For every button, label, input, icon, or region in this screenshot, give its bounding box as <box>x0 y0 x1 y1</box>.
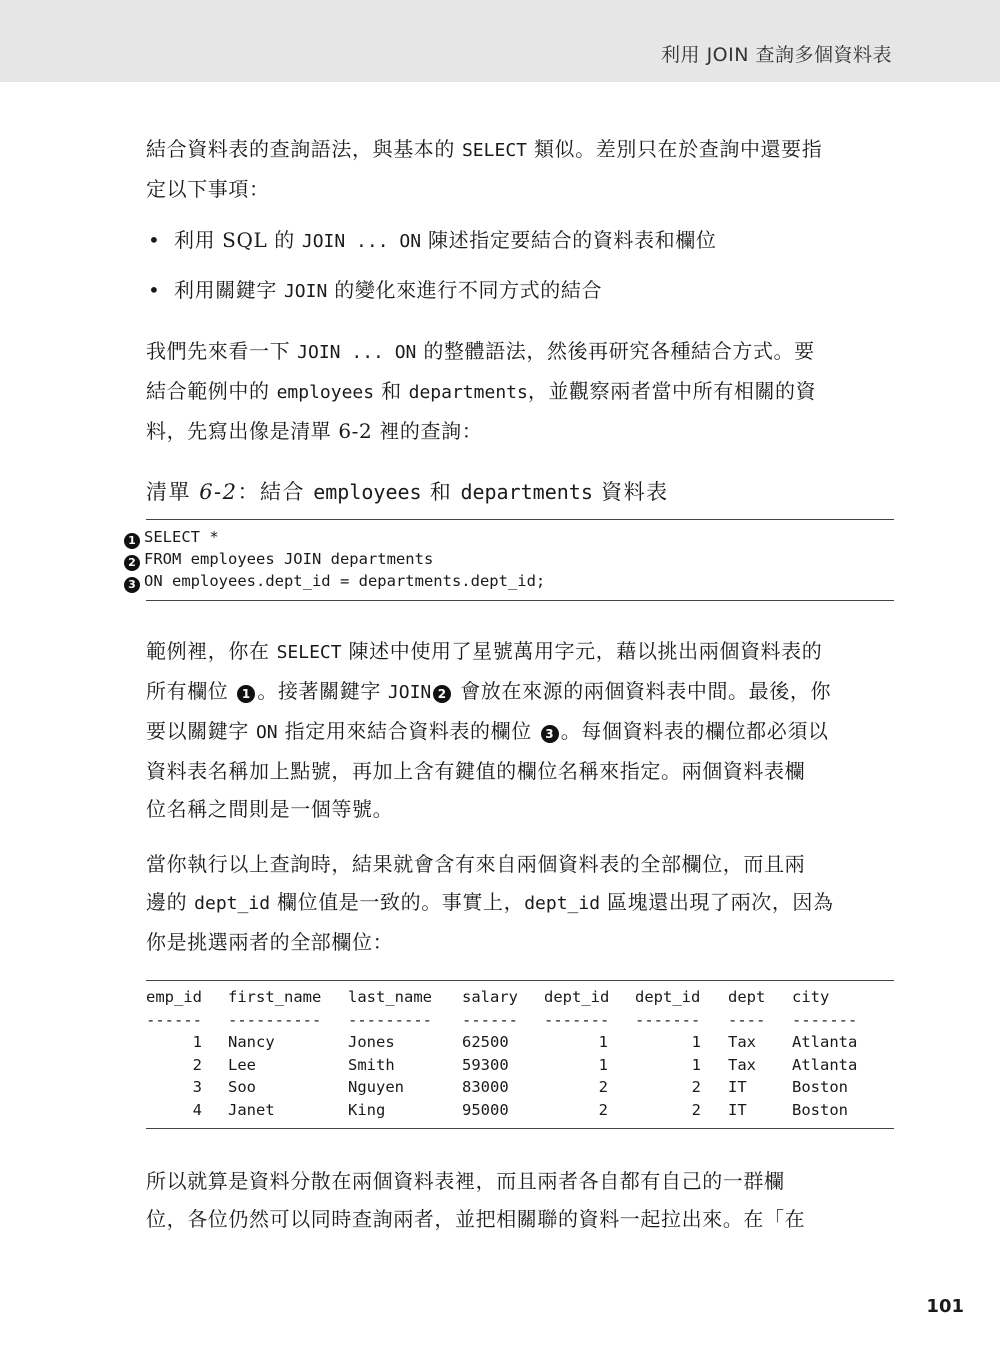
callout-marker-2-icon: 2 <box>433 685 451 703</box>
table-cell: 3 <box>192 1078 202 1096</box>
column-header: city <box>792 988 830 1006</box>
paragraph-2-line-1: 我們先來看一下 JOIN ... ON 的整體語法，然後再研究各種結合方式。要 <box>146 339 815 363</box>
table-cell: 59300 <box>462 1055 509 1074</box>
paragraph-5 <box>146 1162 894 1238</box>
intro-line-2: 定以下事項： <box>146 177 270 201</box>
column-separator: ---- <box>728 1010 766 1029</box>
paragraph-2 <box>146 332 894 450</box>
table-cell: IT <box>728 1078 747 1096</box>
paragraph-4-line-2: 邊的 dept_id 欄位值是一致的。事實上，dept_id 區塊還出現了兩次，因為 <box>146 890 834 914</box>
bullet-dot-icon: • <box>148 278 161 302</box>
column-separator: ------- <box>792 1010 858 1029</box>
table-cell: 2 <box>598 1100 608 1119</box>
paragraph-4-line-1: 當你執行以上查詢時，結果就會含有來自兩個資料表的全部欄位，而且兩 <box>146 852 806 876</box>
paragraph-3-line-3: 要以關鍵字 ON 指定用來結合資料表的欄位 3 。每個資料表的欄位都必須以 <box>146 719 829 743</box>
table-cell: 62500 <box>462 1033 509 1051</box>
table-cell: Jones <box>348 1033 395 1051</box>
table-cell: 83000 <box>462 1078 509 1096</box>
paragraph-2-line-2: 結合範例中的 employees 和 departments，並觀察兩者當中所有相關的資 <box>146 379 817 403</box>
callout-marker-2-icon: 2 <box>124 555 140 571</box>
paragraph-4-line-3: 你是挑選兩者的全部欄位： <box>146 930 394 954</box>
paragraph-5-line-2: 位，各位仍然可以同時查詢兩者，並把相關聯的資料一起拉出來。在「在 <box>146 1207 806 1231</box>
table-cell: Tax <box>728 1033 756 1051</box>
table-cell: Atlanta <box>792 1055 858 1074</box>
code-line-3: 3 ON employees.dept_id = departments.dept_id; <box>124 570 545 593</box>
result-bottom-rule <box>146 1128 894 1129</box>
column-header: dept <box>728 988 766 1006</box>
column-header: dept_id <box>544 988 610 1006</box>
column-separator: ------ <box>146 1010 202 1029</box>
column-header: salary <box>462 988 518 1006</box>
paragraph-4 <box>146 845 894 961</box>
table-cell: Atlanta <box>792 1033 858 1051</box>
table-cell: Boston <box>792 1100 848 1119</box>
column-separator: ------- <box>544 1010 610 1029</box>
paragraph-3-line-4: 資料表名稱加上點號，再加上含有鍵值的欄位名稱來指定。兩個資料表欄 <box>146 759 806 783</box>
callout-marker-3-icon: 3 <box>124 577 140 593</box>
table-cell: 1 <box>598 1033 608 1051</box>
paragraph-3-line-5: 位名稱之間則是一個等號。 <box>146 797 394 821</box>
table-cell: Boston <box>792 1078 848 1096</box>
intro-line-1: 結合資料表的查詢語法，與基本的 SELECT 類似。差別只在於查詢中還要指 <box>146 137 823 161</box>
paragraph-3 <box>146 632 894 828</box>
column-header: last_name <box>348 988 432 1006</box>
table-cell: 2 <box>691 1100 701 1119</box>
column-separator: ------ <box>462 1010 518 1029</box>
paragraph-3-line-1: 範例裡，你在 SELECT 陳述中使用了星號萬用字元，藉以挑出兩個資料表的 <box>146 639 823 663</box>
column-separator: ---------- <box>228 1010 322 1029</box>
table-cell: 1 <box>691 1033 701 1051</box>
table-cell: Smith <box>348 1055 395 1074</box>
table-cell: King <box>348 1100 386 1119</box>
table-cell: Lee <box>228 1055 256 1074</box>
table-cell: 2 <box>691 1078 701 1096</box>
bullet-dot-icon: • <box>148 228 161 252</box>
callout-marker-3-icon: 3 <box>541 725 559 743</box>
table-cell: 1 <box>691 1055 701 1074</box>
result-top-rule <box>146 980 894 981</box>
column-separator: --------- <box>348 1010 432 1029</box>
table-cell: Nancy <box>228 1033 275 1051</box>
paragraph-5-line-1: 所以就算是資料分散在兩個資料表裡，而且兩者各自都有自己的一群欄 <box>146 1169 785 1193</box>
table-cell: 2 <box>192 1055 202 1074</box>
paragraph-3-line-2: 所有欄位 1 。接著關鍵字 JOIN 2 會放在來源的兩個資料表中間。最後，你 <box>146 679 832 703</box>
code-line-1: 1 SELECT * <box>124 526 219 549</box>
table-cell: 2 <box>598 1078 608 1096</box>
callout-marker-1-icon: 1 <box>124 533 140 549</box>
page-number: 101 <box>926 1296 964 1317</box>
table-cell: Soo <box>228 1078 256 1096</box>
intro-paragraph <box>146 130 894 208</box>
table-cell: 1 <box>192 1033 202 1051</box>
table-cell: Nguyen <box>348 1078 404 1096</box>
column-header: emp_id <box>146 988 202 1006</box>
paragraph-2-line-3: 料，先寫出像是清單 6-2 裡的查詢： <box>146 419 483 443</box>
listing-bottom-rule <box>146 600 894 601</box>
bullet-item-1: • 利用 SQL 的 JOIN ... ON 陳述指定要結合的資料表和欄位 <box>148 225 716 257</box>
column-header: dept_id <box>635 988 701 1006</box>
table-cell: IT <box>728 1100 747 1119</box>
column-separator: ------- <box>635 1010 701 1029</box>
table-cell: 4 <box>192 1100 202 1119</box>
table-cell: 1 <box>598 1055 608 1074</box>
listing-caption: 清單 6-2：結合 employees 和 departments 資料表 <box>146 480 669 504</box>
table-cell: Tax <box>728 1055 756 1074</box>
table-cell: Janet <box>228 1100 275 1119</box>
table-cell: 95000 <box>462 1100 509 1119</box>
listing-top-rule <box>146 519 894 520</box>
running-header-title: 利用 JOIN 查詢多個資料表 <box>661 44 892 66</box>
callout-marker-1-icon: 1 <box>237 685 255 703</box>
bullet-item-2: • 利用關鍵字 JOIN 的變化來進行不同方式的結合 <box>148 275 602 307</box>
code-line-2: 2 FROM employees JOIN departments <box>124 548 433 571</box>
column-header: first_name <box>228 988 322 1006</box>
